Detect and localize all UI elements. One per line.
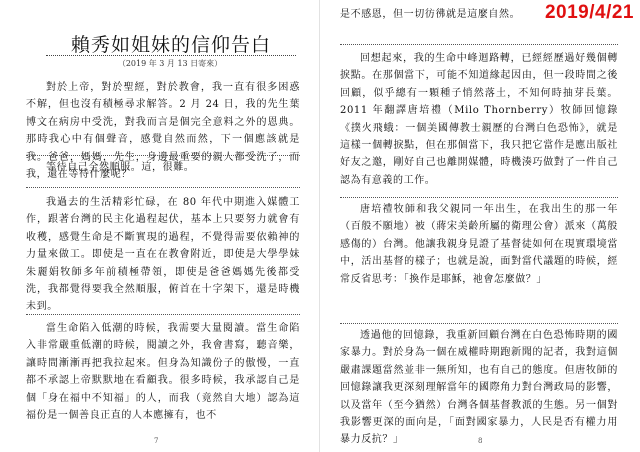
paragraph-divider: [26, 155, 300, 156]
paragraph-divider: [340, 197, 618, 198]
paragraph-block: [26, 194, 300, 316]
paragraph: 透過他的回憶錄，我重新回顧台灣在白色恐怖時期的國家暴力。對於身為一個在威權時期跑新聞的記者，我對這個嚴肅課題當然並非一無所知，也有自己的態度。但唐牧師的回憶錄讓我更深刻理解當年的國際角力對台灣政局的影響，以及當年（至今猶然）台灣各個基督教派的生態。另一個對我影響更深的面向是，「面對國家暴力，人民是否有權力用暴力反抗？」: [340, 330, 618, 446]
paragraph-divider: [26, 314, 300, 315]
paragraph: 對於上帝，對於聖經，對於教會，我一直有很多困惑不解，但也沒有積極尋求解答。2 月 24 日，我的先生葉博文在病房中受洗，對我而言是個完全意料之外的恩典。那時我心中有個聲音，感覺自然而然，下一個應該就是我。爸爸，媽媽，先生，身邊最重要的親人都受洗了，而我，還在等待什麼呢？: [26, 82, 300, 181]
paragraph-divider: [26, 187, 300, 188]
paragraph: 回想起來，我的生命中峰迴路轉，已經經歷過好幾個轉捩點。在那個當下，可能不知道緣起因由，但一段時間之後回顧，似乎總有一顆種子悄然落土，不知何時抽芽長葉。2011 年翻譯唐培禮（Milo Thornberry）牧師回憶錄《撲火飛蛾：一個美國傳教士親歷的台灣白色恐怖》，就是這樣一個轉捩點，但在那個當下，我只把它當作是應出版社好友之邀，剛好自己也離開媒體，時機湊巧做對了一件自己認為有意義的工作。: [340, 53, 618, 186]
paragraph-block: [26, 320, 300, 424]
page-number: 7: [154, 437, 159, 445]
paragraph: 當生命陷入低潮的時候，我需要大量閱讀。當生命陷入非常嚴重低潮的時候，閱讀之外，我會書寫，聽音樂，讓時間漸漸再把我拉起來。但身為知識份子的傲慢，一直都不承認上帝默默地在看顧我。很多時候，我承認自己是個「身在福中不知福」的人，而我（竟然自大地）認為這福份是一個善良正直的人本應擁有，也不: [26, 323, 300, 422]
dateline: （2019 年 3 月 13 日寄來）: [117, 59, 223, 68]
paragraph-divider: [340, 323, 618, 324]
paragraph-block: [26, 159, 300, 176]
date-stamp: 2019/4/21: [544, 2, 634, 23]
paragraph-block: [340, 50, 618, 189]
paragraph-block: [340, 327, 618, 449]
paragraph-divider: [340, 44, 618, 45]
title-divider: [46, 55, 296, 56]
paragraph: 唐培禮牧師和我父親同一年出生，在我出生的那一年（百般不願地）被（蔣宋美齡所屬的衛理公會）派來（萬般感傷的）台灣。他讓我親身見證了基督徒如何在現實環境當中，活出基督的樣子；也就是說，面對當代議題的時候，經常反省思考：「換作是耶穌，祂會怎麼做？」: [340, 204, 618, 285]
page-number: 8: [478, 437, 483, 445]
paragraph: 是不感恩，但一切彷彿就是這麼自然。: [340, 9, 521, 20]
page-title: 賴秀如姐妹的信仰告白: [70, 34, 271, 56]
right-page: [320, 0, 640, 452]
paragraph-block: [340, 6, 540, 23]
paragraph-block: [340, 201, 618, 288]
paragraph: 我過去的生活精彩忙碌，在 80 年代中期進入媒體工作，跟著台灣的民主化過程起伏，基本上只要努力就會有收穫，感覺生命是不斷實現的過程，不覺得需要依賴神的力量來做工。即使是一直在在教會附近，即使是大學學妹朱麗娟牧師多年前積極帶領，即使是爸爸媽媽先後都受洗，我都覺得要我全然順服，俯首在十字架下，還是時機未到。: [26, 197, 300, 313]
paragraph: 等待自己全然順服。這，很難。: [46, 162, 195, 173]
